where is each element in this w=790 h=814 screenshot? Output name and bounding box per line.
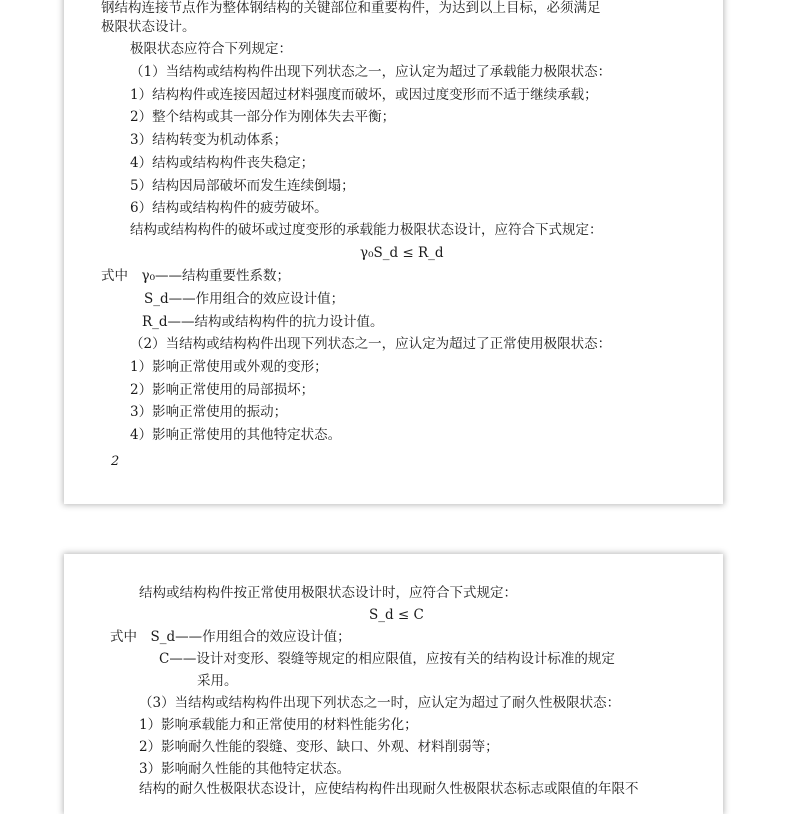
text-line: 结构或结构构件按正常使用极限状态设计时，应符合下式规定： (139, 585, 517, 601)
text-line: 极限状态设计。 (101, 19, 196, 35)
page-number: 2 (111, 454, 120, 469)
variable-definition: 式中 S_d——作用组合的效应设计值； (110, 629, 351, 645)
variable-definition: R_d——结构或结构构件的抗力设计值。 (142, 314, 384, 330)
formula: S_d ≤ C (369, 607, 424, 623)
list-item: 5）结构因局部破坏而发生连续倒塌； (130, 178, 355, 194)
list-heading: （1）当结构或结构构件出现下列状态之一，应认定为超过了承载能力极限状态： (130, 64, 612, 80)
list-item: 3）结构转变为机动体系； (130, 132, 288, 148)
list-heading: （2）当结构或结构构件出现下列状态之一，应认定为超过了正常使用极限状态： (130, 336, 612, 352)
list-item: 6）结构或结构构件的疲劳破坏。 (130, 200, 328, 216)
list-item: 1）结构构件或连接因超过材料强度而破坏，或因过度变形而不适于继续承载； (130, 87, 598, 103)
variable-definition: C——设计对变形、裂缝等规定的相应限值，应按有关的结构设计标准的规定 (159, 651, 615, 667)
text-line: 极限状态应符合下列规定： (130, 41, 292, 57)
text-line: 结构的耐久性极限状态设计，应使结构构件出现耐久性极限状态标志或限值的年限不 (139, 781, 639, 797)
list-item: 2）整个结构或其一部分作为刚体失去平衡； (130, 109, 396, 125)
list-item: 2）影响耐久性能的裂缝、变形、缺口、外观、材料削弱等； (139, 739, 499, 755)
text-line: 钢结构连接节点作为整体钢结构的关键部位和重要构件，为达到以上目标，必须满足 (101, 0, 601, 16)
text-line: 采用。 (197, 673, 238, 689)
list-item: 1）影响正常使用或外观的变形； (130, 359, 328, 375)
list-item: 3）影响正常使用的振动； (130, 404, 288, 420)
list-item: 1）影响承载能力和正常使用的材料性能劣化； (139, 717, 418, 733)
list-item: 3）影响耐久性能的其他特定状态。 (139, 761, 351, 777)
document-page-1 (64, 0, 723, 504)
formula: γ₀S_d ≤ R_d (360, 245, 444, 261)
variable-definition: 式中 γ₀——结构重要性系数； (101, 268, 290, 284)
list-item: 4）结构或结构构件丧失稳定； (130, 155, 315, 171)
variable-definition: S_d——作用组合的效应设计值； (144, 291, 345, 307)
list-item: 2）影响正常使用的局部损坏； (130, 382, 315, 398)
document-page-2 (64, 554, 723, 814)
text-line: 结构或结构构件的破坏或过度变形的承载能力极限状态设计，应符合下式规定： (130, 222, 603, 238)
list-item: 4）影响正常使用的其他特定状态。 (130, 427, 342, 443)
list-heading: （3）当结构或结构构件出现下列状态之一时，应认定为超过了耐久性极限状态： (139, 695, 621, 711)
